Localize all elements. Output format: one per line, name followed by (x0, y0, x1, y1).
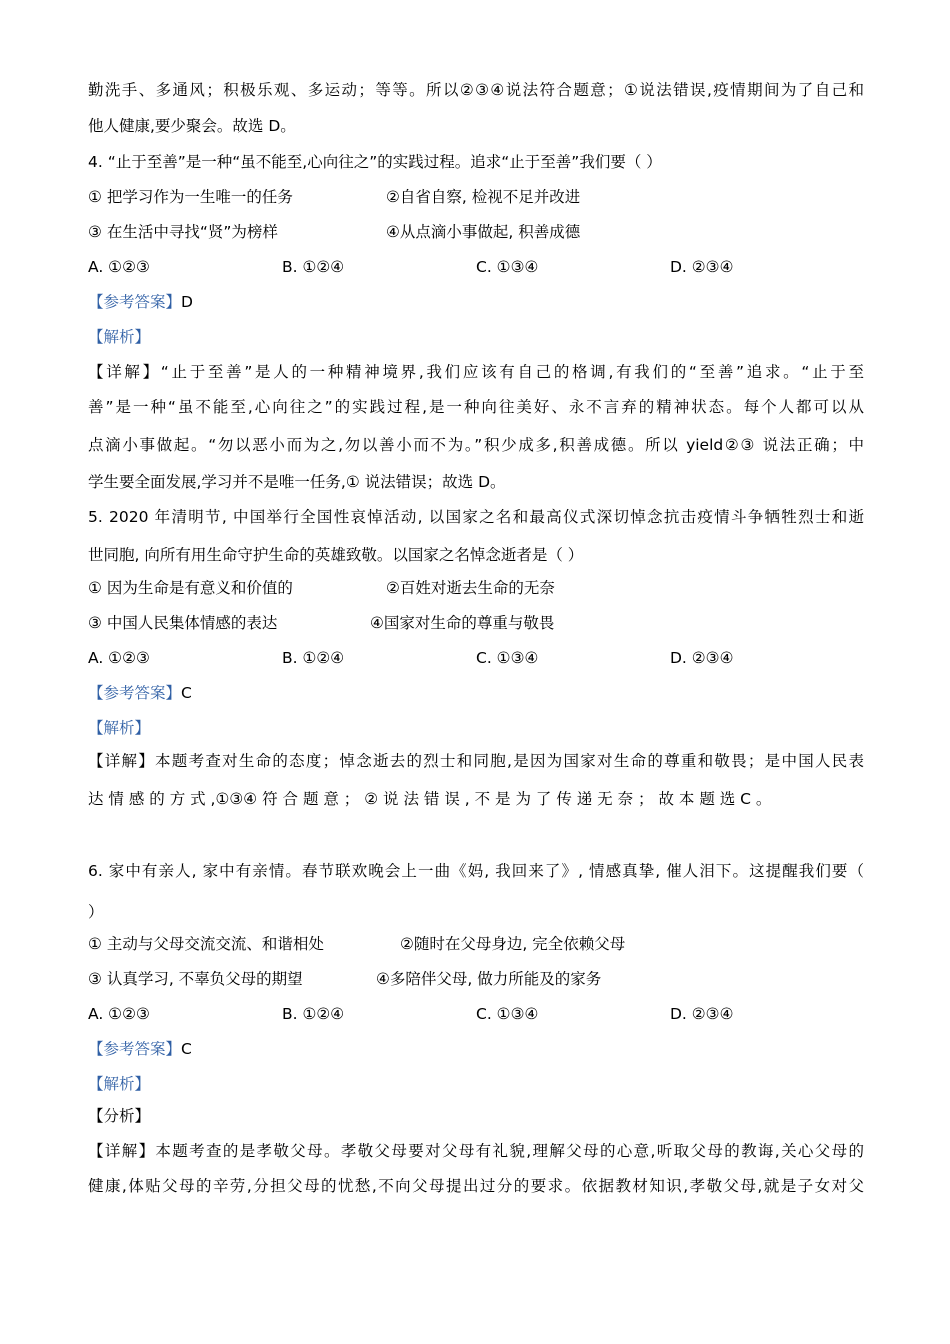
answer-choice: D. ②③④ (670, 258, 734, 276)
statement-option: ① 因为生命是有意义和价值的 (88, 579, 293, 597)
answer-choice: C. ①③④ (476, 258, 539, 276)
section-label: 【参考答案】 (88, 684, 182, 702)
text-line: 勤洗手、多通风；积极乐观、多运动；等等。所以②③④说法符合题意；①说法错误,疫情期间为了自己和 (88, 81, 864, 99)
text-line: 6. 家中有亲人, 家中有亲情。春节联欢晚会上一曲《妈, 我回来了》, 情感真挚, 催人泪下。这提醒我们要（ (88, 862, 864, 880)
answer-choice: D. ②③④ (670, 1005, 734, 1023)
statement-option: ③ 中国人民集体情感的表达 (88, 614, 278, 632)
statement-option: ②百姓对逝去生命的无奈 (386, 579, 555, 597)
statement-option: ④国家对生命的尊重与敬畏 (370, 614, 555, 632)
statement-option: ① 把学习作为一生唯一的任务 (88, 188, 293, 206)
section-label-line (88, 683, 864, 703)
section-label-line (88, 1039, 864, 1059)
text-line: 4. “止于至善”是一种“虽不能至,心向往之”的实践过程。追求“止于至善”我们要（ ） (88, 153, 662, 171)
text-line: 【详解】“止于至善”是人的一种精神境界,我们应该有自己的格调,有我们的“至善”追求。“止于至 (88, 363, 864, 381)
statement-option: ③ 在生活中寻找“贤”为榜样 (88, 223, 278, 241)
text-line: 他人健康,要少聚会。故选 D。 (88, 117, 296, 135)
statement-option: ① 主动与父母交流交流、和谐相处 (88, 935, 324, 953)
statement-option: ④从点滴小事做起, 积善成德 (386, 223, 581, 241)
section-label-line (88, 327, 864, 347)
answer-choice: C. ①③④ (476, 1005, 539, 1023)
section-label: 【解析】 (88, 1075, 151, 1093)
statement-option: ④多陪伴父母, 做力所能及的家务 (376, 970, 602, 988)
text-line: 【详解】本题考查对生命的态度；悼念逝去的烈士和同胞,是因为国家对生命的尊重和敬畏；是中国人民表 (88, 752, 864, 770)
text-line: 点滴小事做起。“勿以恶小而为之,勿以善小而不为。”积少成多,积善成德。所以 yield②③ 说法正确；中 (88, 436, 864, 454)
answer-value: C (181, 1040, 192, 1058)
section-label: 【解析】 (88, 719, 151, 737)
text-line: 善”是一种“虽不能至,心向往之”的实践过程,是一种向往美好、永不言弃的精神状态。每个人都可以从 (88, 398, 864, 416)
answer-choice: B. ①②④ (282, 258, 345, 276)
answer-choice: C. ①③④ (476, 649, 539, 667)
statement-option: ②自省自察, 检视不足并改进 (386, 188, 581, 206)
answer-choice: D. ②③④ (670, 649, 734, 667)
answer-choice: B. ①②④ (282, 1005, 345, 1023)
statement-option: ③ 认真学习, 不辜负父母的期望 (88, 970, 303, 988)
answer-choice: A. ①②③ (88, 1005, 150, 1023)
text-line: 【分析】 (88, 1107, 151, 1125)
section-label: 【参考答案】 (88, 293, 182, 311)
section-label-line (88, 718, 864, 738)
text-line: 5. 2020 年清明节, 中国举行全国性哀悼活动, 以国家之名和最高仪式深切悼念抗击疫情斗争牺牲烈士和逝 (88, 508, 864, 526)
text-line: ） (88, 903, 104, 921)
section-label: 【参考答案】 (88, 1040, 182, 1058)
answer-value: D (181, 293, 193, 311)
section-label-line (88, 292, 864, 312)
answer-choice: A. ①②③ (88, 258, 150, 276)
text-line: 世同胞, 向所有用生命守护生命的英雄致敬。以国家之名悼念逝者是（ ） (88, 546, 584, 564)
section-label: 【解析】 (88, 328, 151, 346)
answer-choice: A. ①②③ (88, 649, 150, 667)
answer-value: C (181, 684, 192, 702)
statement-option: ②随时在父母身边, 完全依赖父母 (400, 935, 626, 953)
text-line: 【详解】本题考查的是孝敬父母。孝敬父母要对父母有礼貌,理解父母的心意,听取父母的教诲,关心父母的 (88, 1142, 864, 1160)
text-line: 健康,体贴父母的辛劳,分担父母的忧愁,不向父母提出过分的要求。依据教材知识,孝敬父母,就是子女对父 (88, 1177, 864, 1195)
text-line: 学生要全面发展,学习并不是唯一任务,① 说法错误；故选 D。 (88, 473, 506, 491)
answer-choice: B. ①②④ (282, 649, 345, 667)
section-label-line (88, 1074, 864, 1094)
text-line: 达 情 感 的 方 式 ,①③④ 符 合 题 意 ； ② 说 法 错 误 , 不 是 为 了 传 递 无 奈 ； 故 本 题 选 C 。 (88, 790, 772, 808)
